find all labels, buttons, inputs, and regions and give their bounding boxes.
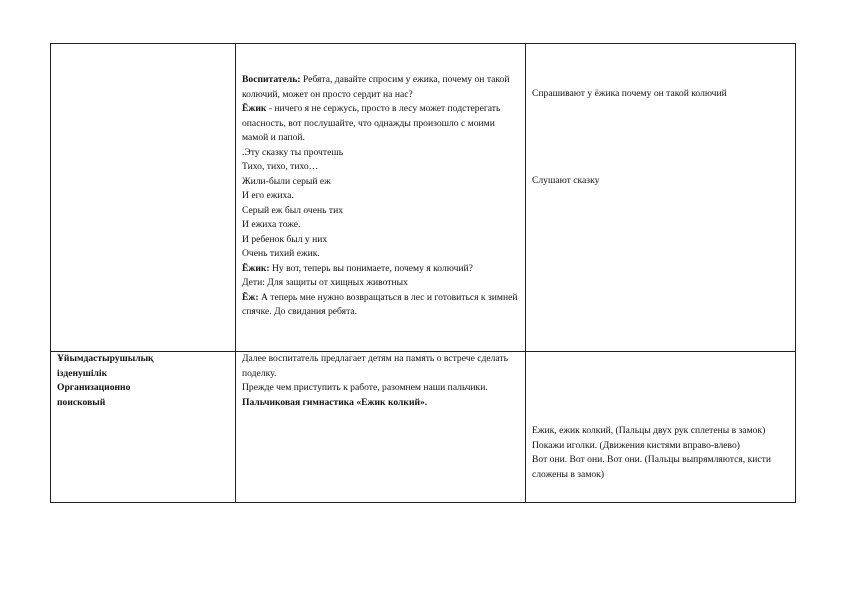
- table-row: [51, 44, 796, 352]
- paragraph: [242, 276, 519, 291]
- paragraph-text: И его ежиха.: [242, 190, 294, 201]
- children-activity-line: Вот они. Вот они. Вот они. (Пальцы выпрямляются, кисти сложены в замок): [532, 454, 771, 480]
- children-activity-line: Покажи иголки. (Движения кистями вправо-влево): [532, 439, 740, 451]
- teacher-activity-text: [242, 352, 519, 410]
- lesson-plan-table: [50, 43, 796, 503]
- table-row: [51, 352, 796, 503]
- paragraph: [242, 218, 519, 233]
- paragraph-text: Жили-были серый еж: [242, 175, 331, 187]
- children-activity-text: [532, 424, 789, 482]
- paragraph-text: Прежде чем приступить к работе, разомнем наши пальчики.: [242, 382, 488, 393]
- children-activity-line: Ежик, ежик колкий, (Пальцы двух рук сплетены в замок): [532, 425, 766, 436]
- speaker-label: Ёж:: [242, 291, 259, 303]
- paragraph-text: Ребята, давайте спросим у ежика, почему он такой колючий, может он просто сердит на нас?: [242, 74, 510, 100]
- speaker-label: Пальчиковая гимнастика «Ежик колкий».: [242, 396, 428, 408]
- paragraph-text: И ребенок был у них: [242, 233, 328, 245]
- paragraph: [242, 204, 519, 219]
- speaker-label: Ёжик: [242, 103, 267, 114]
- paragraph: [242, 262, 519, 277]
- stage-name: [57, 352, 229, 410]
- paragraph: [242, 102, 519, 146]
- paragraph: [242, 146, 519, 161]
- teacher-activity-cell: [236, 44, 526, 352]
- stage-name-line: ізденушілік: [57, 367, 108, 379]
- paragraph-text: Далее воспитатель предлагает детям на память о встрече сделать поделку.: [242, 353, 508, 379]
- paragraph: [242, 175, 519, 190]
- paragraph: [242, 352, 519, 381]
- children-activity-cell: [526, 44, 796, 352]
- paragraph-text: Тихо, тихо, тихо…: [242, 161, 319, 172]
- teacher-activity-cell: [236, 352, 526, 503]
- paragraph: [242, 381, 519, 396]
- paragraph: [242, 233, 519, 248]
- stage-cell: [51, 44, 236, 352]
- stage-name-line: поисковый: [57, 396, 106, 408]
- paragraph-text: .Эту сказку ты прочтешь: [242, 146, 344, 158]
- paragraph: [242, 73, 519, 102]
- paragraph: [242, 291, 519, 320]
- children-activity-cell: [526, 352, 796, 503]
- teacher-activity-text: [242, 73, 519, 320]
- paragraph-text: А теперь мне нужно возвращаться в лес и готовиться к зимней спячке. До свидания ребята.: [242, 291, 518, 317]
- paragraph-text: - ничего я не сержусь, просто в лесу может подстерегать опасность, вот послушайте, что однажды произошло с моими мамой и папой.: [242, 103, 501, 143]
- paragraph: [242, 396, 519, 411]
- paragraph: [242, 189, 519, 204]
- children-activity-line: Спрашивают у ёжика почему он такой колючий: [532, 88, 727, 99]
- children-activity-line: Слушают сказку: [532, 174, 600, 186]
- stage-cell: [51, 352, 236, 503]
- paragraph-text: Ну вот, теперь вы понимаете, почему я колючий?: [269, 262, 473, 274]
- paragraph-text: Очень тихий ежик.: [242, 248, 320, 259]
- paragraph: [242, 160, 519, 175]
- speaker-label: Ёжик:: [242, 262, 270, 274]
- speaker-label: Воспитатель:: [242, 74, 301, 85]
- paragraph-text: И ежиха тоже.: [242, 219, 301, 230]
- paragraph: [242, 247, 519, 262]
- stage-name-line: Ұйымдастырушылық: [57, 353, 154, 364]
- stage-name-line: Организационно: [57, 382, 131, 393]
- paragraph-text: Дети: Для защиты от хищных животных: [242, 277, 408, 288]
- paragraph-text: Серый еж был очень тих: [242, 204, 344, 216]
